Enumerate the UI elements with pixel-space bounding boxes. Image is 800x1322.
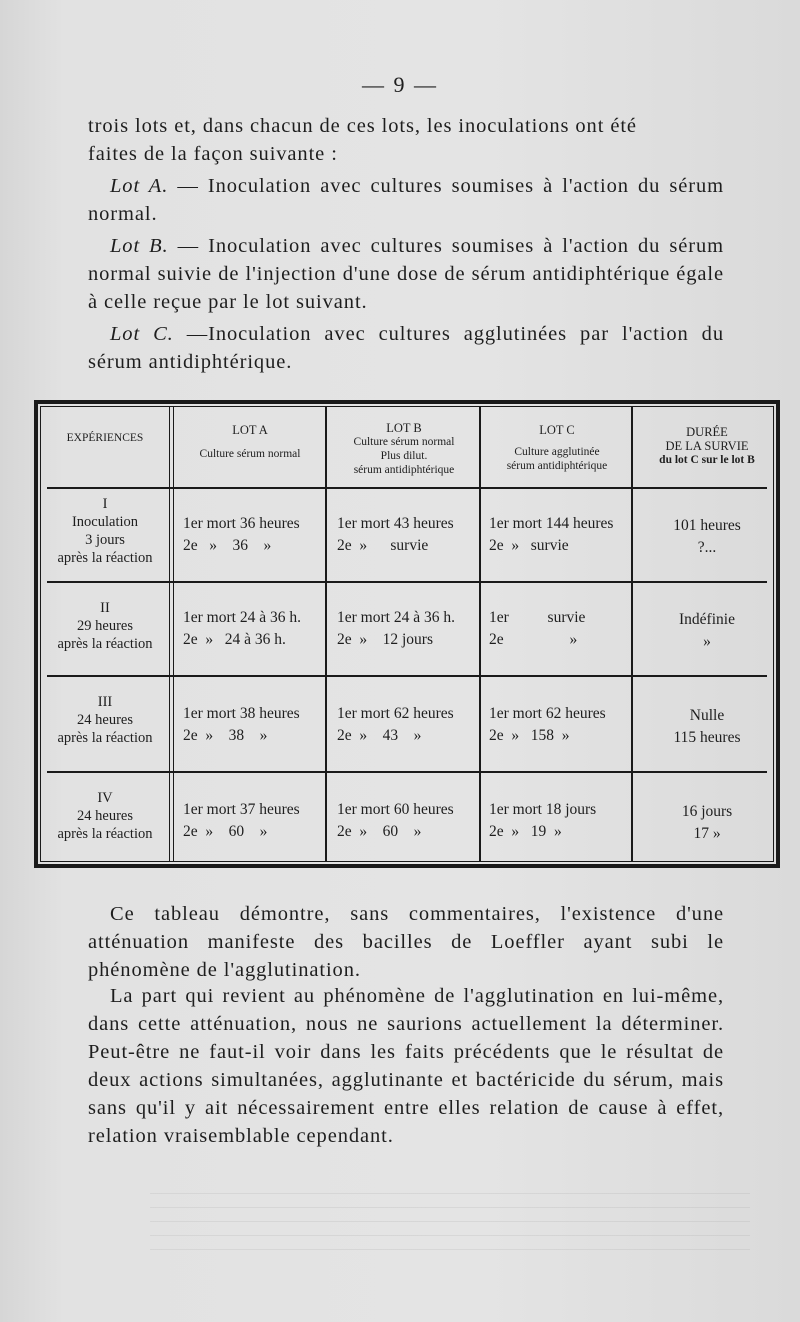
header-lot-c-sub2: sérum antidiphtérique: [506, 460, 608, 472]
exp-number: II: [100, 600, 110, 616]
row-divider: [47, 675, 767, 677]
cell-line: Nulle: [689, 707, 725, 724]
table-row-4-duree: [635, 801, 779, 845]
lot-b-text: — Inoculation avec cultures soumises à l'action du sérum normal suivie de l'injection d'une dose de sérum antidiphtérique égale à celle reçue par le lot suivant.: [88, 235, 724, 313]
table-row-1-lot-c: [489, 513, 629, 557]
row-divider: [47, 487, 767, 489]
cell-line: 1er mort 18 jours: [489, 801, 597, 818]
table-row-2-lot-c: [489, 607, 629, 651]
table-row-1-lot-a: [183, 513, 323, 557]
header-duree: [635, 425, 779, 467]
results-table: [34, 400, 780, 868]
lot-c-label: Lot C.: [110, 323, 174, 345]
cell-line: 1er mort 43 heures: [337, 515, 454, 532]
exp-line: 3 jours: [85, 532, 125, 548]
column-divider: [325, 407, 327, 861]
header-lot-b-sub1: Culture sérum normal: [353, 436, 455, 448]
cell-line: 2e » 19 »: [489, 823, 562, 840]
cell-line: ?...: [697, 539, 717, 556]
cell-line: 1er mort 62 heures: [337, 705, 454, 722]
cell-line: 101 heures: [673, 517, 741, 534]
row-divider: [47, 771, 767, 773]
lot-a-text: — Inoculation avec cultures soumises à l'action du sérum normal.: [88, 175, 724, 225]
exp-line: après la réaction: [57, 550, 153, 566]
table-row-3-lot-a: [183, 703, 323, 747]
cell-line: 2e » 24 à 36 h.: [183, 631, 286, 648]
lot-b-label: Lot B.: [110, 235, 169, 257]
conclusion-paragraph-2: [88, 982, 724, 1150]
bleed-through-texture: [150, 1190, 750, 1250]
cell-line: 1er survie: [489, 609, 586, 626]
cell-line: 2e » survie: [489, 537, 569, 554]
header-lot-c: [483, 423, 631, 473]
lot-b-paragraph: [88, 232, 724, 316]
exp-number: IV: [97, 790, 113, 806]
cell-line: 16 jours: [681, 803, 733, 820]
cell-line: 1er mort 36 heures: [183, 515, 300, 532]
cell-line: 1er mort 62 heures: [489, 705, 606, 722]
table-row-3-duree: [635, 705, 779, 749]
cell-line: 2e » 36 »: [183, 537, 272, 554]
cell-line: 2e » 60 »: [183, 823, 268, 840]
lot-a-paragraph: [88, 172, 724, 228]
table-row-1-duree: [635, 515, 779, 559]
table-row-1-lot-b: [337, 513, 477, 557]
cell-line: 2e »: [489, 631, 578, 648]
row-divider: [47, 581, 767, 583]
column-divider: [169, 407, 174, 861]
cell-line: »: [703, 633, 711, 650]
exp-line: après la réaction: [57, 826, 153, 842]
table-row-3-experience: [41, 693, 169, 747]
header-lot-c-sub1: Culture agglutinée: [514, 446, 600, 458]
header-lot-a-sub: Culture sérum normal: [199, 448, 301, 460]
cell-line: 1er mort 24 à 36 h.: [337, 609, 455, 626]
results-table-inner: [40, 406, 774, 862]
cell-line: 2e » 60 »: [337, 823, 422, 840]
table-row-2-lot-a: [183, 607, 323, 651]
table-row-2-experience: [41, 599, 169, 653]
cell-line: Indéfinie: [679, 611, 735, 628]
table-row-2-duree: [635, 609, 779, 653]
cell-line: 1er mort 24 à 36 h.: [183, 609, 301, 626]
exp-line: 24 heures: [77, 712, 133, 728]
lot-c-paragraph: [88, 320, 724, 376]
table-row-4-experience: [41, 789, 169, 843]
exp-number: I: [102, 496, 108, 512]
cell-line: 1er mort 38 heures: [183, 705, 300, 722]
header-lot-b-sub3: sérum antidiphtérique: [353, 464, 455, 476]
header-lot-a: [175, 423, 325, 461]
conclusion-p1: Ce tableau démontre, sans commentaires, l'existence d'une atténuation manifeste des bacilles de Loeffler ayant subi le phénomène de l'agglutination.: [88, 903, 724, 981]
cell-line: 115 heures: [673, 729, 741, 746]
cell-line: 2e » 43 »: [337, 727, 422, 744]
exp-line: 29 heures: [77, 618, 133, 634]
exp-line: après la réaction: [57, 636, 153, 652]
exp-line: après la réaction: [57, 730, 153, 746]
cell-line: 1er mort 144 heures: [489, 515, 614, 532]
lot-a-label: Lot A.: [110, 175, 169, 197]
table-row-4-lot-a: [183, 799, 323, 843]
header-lot-b: [329, 421, 479, 477]
header-lot-c-title: LOT C: [539, 423, 575, 437]
table-row-4-lot-c: [489, 799, 629, 843]
table-row-3-lot-c: [489, 703, 629, 747]
exp-line: Inoculation: [71, 514, 139, 530]
cell-line: 2e » 38 »: [183, 727, 268, 744]
exp-line: 24 heures: [77, 808, 133, 824]
cell-line: 1er mort 37 heures: [183, 801, 300, 818]
exp-number: III: [97, 694, 113, 710]
cell-line: 17 »: [693, 825, 721, 842]
column-divider: [631, 407, 633, 861]
header-lot-a-title: LOT A: [232, 423, 268, 437]
lot-c-text: —Inoculation avec cultures agglutinées par l'action du sérum antidiphtérique.: [88, 323, 724, 373]
intro-line-1: trois lots et, dans chacun de ces lots, les inoculations ont été: [88, 115, 637, 137]
header-lot-b-title: LOT B: [386, 421, 422, 435]
conclusion-paragraph-1: [88, 900, 724, 984]
page-number: — 9 —: [362, 72, 438, 97]
header-lot-b-sub2: Plus dilut.: [380, 450, 428, 462]
table-row-1-experience: [41, 495, 169, 567]
cell-line: 2e » 12 jours: [337, 631, 434, 648]
cell-line: 1er mort 60 heures: [337, 801, 454, 818]
conclusion-p2: La part qui revient au phénomène de l'agglutination en lui-même, dans cette atténuation, nous ne saurions actuellement la déterminer. Peut-être ne faut-il voir dans les faits précédents que le résultat de deux actions simultanées, agglutinante et bactéricide du sérum, mais sans qu'il y ait nécessairement entre elles relation de cause à effet, relation vraisemblable cependant.: [88, 985, 724, 1147]
column-divider: [479, 407, 481, 861]
cell-line: 2e » 158 »: [489, 727, 570, 744]
cell-line: 2e » survie: [337, 537, 429, 554]
header-duree-3: du lot C sur le lot B: [659, 454, 755, 466]
table-row-3-lot-b: [337, 703, 477, 747]
intro-paragraph: [88, 112, 724, 168]
header-duree-1: DURÉE: [686, 425, 728, 439]
table-row-4-lot-b: [337, 799, 477, 843]
intro-line-2: faites de la façon suivante :: [88, 143, 338, 165]
table-row-2-lot-b: [337, 607, 477, 651]
header-duree-2: DE LA SURVIE: [665, 439, 749, 453]
header-experiences: EXPÉRIENCES: [66, 432, 144, 444]
